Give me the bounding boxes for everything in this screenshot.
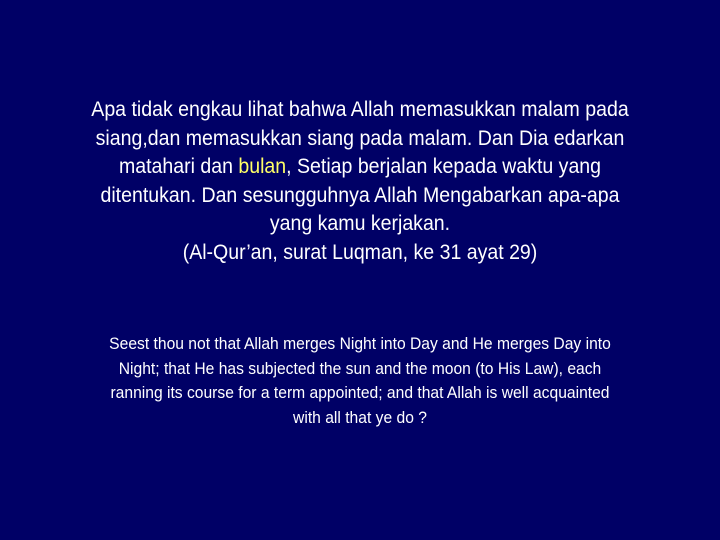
verse-line-1: Apa tidak engkau lihat bahwa Allah memasukkan malam pada bbox=[91, 98, 629, 121]
translation-line-1: Seest thou not that Allah merges Night into Day and He merges Day into bbox=[109, 334, 611, 353]
translation-line-2: Night; that He has subjected the sun and the moon (to His Law), each bbox=[118, 358, 602, 378]
verse-line-5: yang kamu kerjakan. bbox=[269, 212, 451, 235]
verse-block bbox=[30, 96, 690, 267]
verse-line-3-start: matahari dan bbox=[118, 155, 239, 178]
english-translation bbox=[56, 332, 663, 430]
translation-line-4: with all that ye do ? bbox=[293, 407, 427, 427]
verse-citation: (Al-Qur’an, surat Luqman, ke 31 ayat 29) bbox=[182, 240, 538, 264]
translation-line-3: ranning its course for a term appointed; and that Allah is well acquainted bbox=[110, 383, 610, 402]
indonesian-verse bbox=[53, 96, 667, 239]
verse-line-3-end: , Setiap berjalan kepada waktu yang bbox=[286, 155, 602, 178]
verse-line-4: ditentukan. Dan sesungguhnya Allah Mengabarkan apa-apa bbox=[100, 183, 620, 207]
verse-highlight-word: bulan bbox=[238, 155, 287, 178]
verse-line-2: siang,dan memasukkan siang pada malam. Dan Dia edarkan bbox=[95, 126, 625, 150]
